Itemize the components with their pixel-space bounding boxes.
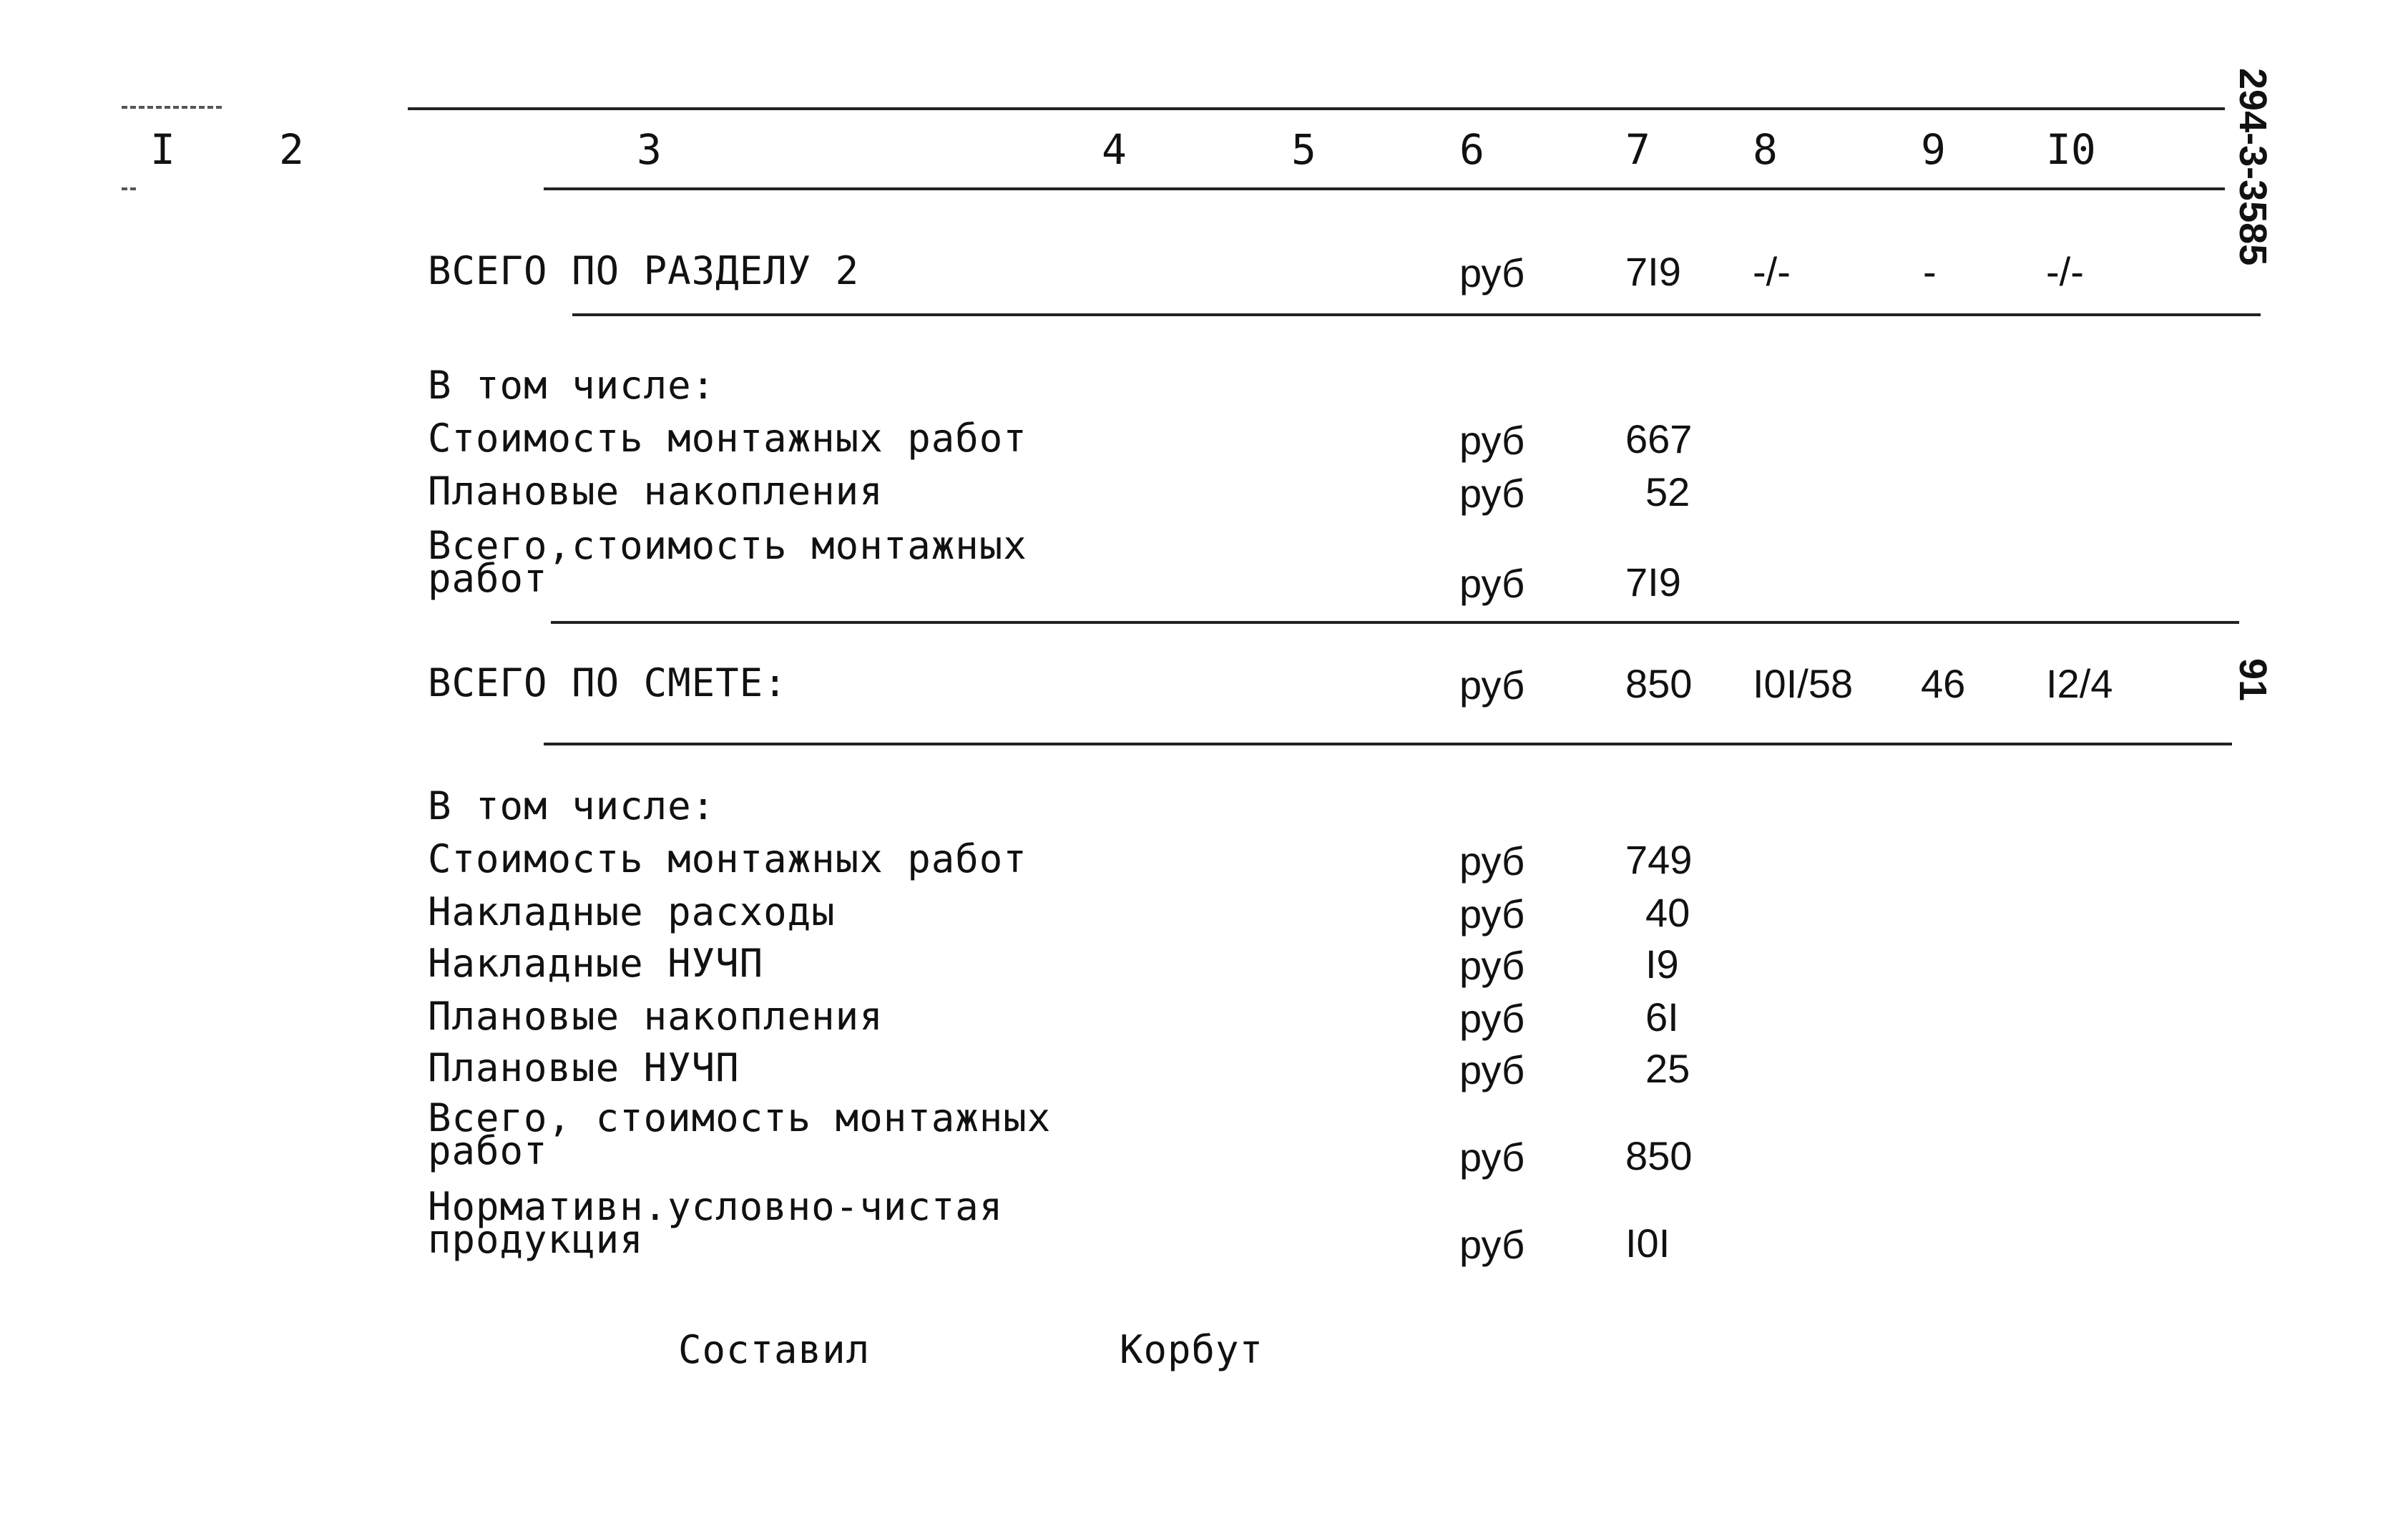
row-unit: руб — [1459, 418, 1525, 463]
row-unit: руб — [1459, 838, 1525, 884]
col-header-8: 8 — [1753, 125, 1778, 174]
col-header-7: 7 — [1625, 125, 1650, 174]
col-header-6: 6 — [1459, 125, 1484, 174]
col-header-3: 3 — [637, 125, 662, 174]
row-label: Плановые накопления — [428, 994, 884, 1039]
header-bottom-rule — [544, 187, 2225, 190]
col-header-5: 5 — [1291, 125, 1316, 174]
col-header-9: 9 — [1921, 125, 1946, 174]
col-header-1: I — [150, 125, 175, 174]
document-number: 294-3-3585 — [2231, 68, 2274, 266]
row-value: I0I — [1625, 1221, 1670, 1266]
section2-breakdown-heading: В том числе: — [428, 363, 716, 408]
estimate-total-col9: 46 — [1921, 661, 1966, 706]
signature-label: Составил — [678, 1327, 871, 1372]
row-value: 667 — [1625, 416, 1693, 461]
section2-total-label: ВСЕГО ПО РАЗДЕЛУ 2 — [428, 248, 860, 293]
estimate-total-label: ВСЕГО ПО СМЕТЕ: — [428, 660, 788, 705]
row-unit: руб — [1459, 943, 1525, 988]
estimate-total-unit: руб — [1459, 662, 1525, 708]
header-top-rule-left — [122, 106, 222, 109]
estimate-total-col7: 850 — [1625, 661, 1693, 706]
row-value: 40 — [1645, 890, 1690, 935]
row-label: Всего,стоимость монтажных работ — [428, 523, 1027, 601]
row-label: Накладные расходы — [428, 889, 836, 934]
row-value: 6I — [1645, 994, 1679, 1040]
section2-total-col9: - — [1923, 249, 1937, 294]
header-top-rule — [408, 107, 2225, 110]
estimate-total-rule — [544, 743, 2232, 745]
col-header-2: 2 — [279, 125, 304, 174]
row-value: 25 — [1645, 1046, 1690, 1091]
signature-name: Корбут — [1120, 1327, 1264, 1372]
row-value: I9 — [1645, 942, 1679, 987]
section2-total-col7: 7I9 — [1625, 249, 1681, 294]
row-value: 749 — [1625, 837, 1693, 882]
row-value: 52 — [1645, 469, 1690, 514]
row-label: Плановые НУЧП — [428, 1045, 740, 1090]
row-unit: руб — [1459, 891, 1525, 936]
section2-total-rule — [572, 313, 2261, 316]
row-label: Нормативн.условно-чистая продукция — [428, 1184, 1004, 1262]
row-label: Накладные НУЧП — [428, 941, 764, 986]
col-header-4: 4 — [1102, 125, 1127, 174]
row-label: Стоимость монтажных работ — [428, 416, 1027, 461]
estimate-total-col8: I0I/58 — [1753, 661, 1854, 706]
estimate-total-col10: I2/4 — [2046, 661, 2113, 706]
row-unit: руб — [1459, 1047, 1525, 1092]
section2-total-col10: -/- — [2046, 249, 2084, 294]
row-value: 7I9 — [1625, 559, 1681, 605]
row-value: 850 — [1625, 1133, 1693, 1178]
header-bottom-rule-left — [122, 187, 136, 190]
page-number: 91 — [2231, 658, 2274, 702]
row-unit: руб — [1459, 471, 1525, 516]
row-unit: руб — [1459, 1135, 1525, 1180]
col-header-10: I0 — [2046, 125, 2096, 174]
section2-total-col8: -/- — [1753, 249, 1791, 294]
row-label: Всего, стоимость монтажных работ — [428, 1095, 1052, 1173]
row-label: Стоимость монтажных работ — [428, 836, 1027, 881]
section2-end-rule — [551, 621, 2239, 624]
row-label: Плановые накопления — [428, 469, 884, 514]
row-unit: руб — [1459, 1222, 1525, 1267]
row-unit: руб — [1459, 561, 1525, 606]
section2-total-unit: руб — [1459, 250, 1525, 295]
row-unit: руб — [1459, 996, 1525, 1041]
estimate-breakdown-heading: В том числе: — [428, 783, 716, 828]
